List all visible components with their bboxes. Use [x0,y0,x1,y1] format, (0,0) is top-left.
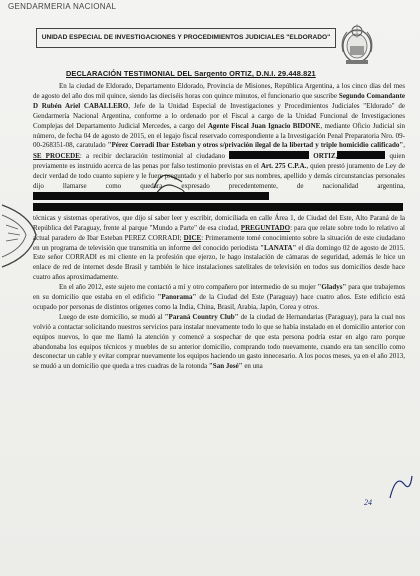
text-segment: "Panorama" [157,293,197,302]
text-segment: : a recibir declaración testimonial al ciudadano [79,152,230,161]
text-segment: DICE [183,233,202,242]
text-segment: Luego de este domicilio, se mudó al [59,312,165,321]
text-segment: "Gladys" [317,283,347,292]
page-number: 24 [364,498,372,507]
paragraph [33,283,405,313]
text-segment: , mediante Oficio Judicial sin número, de fecha 04 de agosto de 2015, en el legajo fiscal reservado correspondiente a la Investigación Penal Preparatoria Nro. 09-00-268351-08, caratulado [33,121,405,150]
text-segment: SE PROCEDE [33,152,80,161]
text-segment: el día domingo 02 de agosto de 2015. Este señor CORRADI es mi cliente en la profesión que ejerzo, le hago instalación de cámaras de seguridad, además le hice un enlace de red de internet desde Brasil y también le hice instalaciones satelitales de televisión en todos sus domicilios desde hace cuatro años aproximadamente. [33,243,405,282]
text-segment: "LANATA" [260,243,297,252]
margin-signature-icon [386,470,416,504]
text-segment: , Jefe de la Unidad Especial de Investigaciones y Procedimientos Judiciales "Eldorado" de Gendarmería Nacional Argentina, conforme a lo ordenado por el Fiscal a cargo de la Unidad Funcional de Investigaciones Complejas del Departamento Judicial Mercedes, a cargo del [33,101,406,130]
text-segment: : para que relate sobre todo lo relativo al actual paradero de Ibar Esteban PEREZ CORRADI; [33,223,405,242]
paragraph [33,82,405,283]
text-segment: "San José" [208,362,243,371]
text-segment: técnicas y sistemas operativos, que dijo sí saber leer y escribir, domiciliada en calle Área 1, de Ciudad del Este, Alto Paraná de la República del Paraguay, frente al parque "Mundo a Parte" de esa ciudad, [33,213,405,232]
redaction-bar [229,151,309,159]
text-segment: Segundo Comandante D Rubén Ariel CABALLERO [33,91,406,110]
text-segment: en una [242,362,263,371]
text-segment: de la ciudad de Hernandarias (Paraguay), para la cual nos volvió a contactar solicitando nuestros servicios para instalar nuevamente todo lo que se había instalado en el domicilio anterior con equipos nuevos, lo que me llamó la atención y comencé a sospechar de que esta persona podría estar en algo raro porque abandonaba los equipos técnicos y muebles de su anterior domicilio, comprando todo nuevamente, cuando era tan sencillo como desconectar un cable y evitar comprar nuevamente los equipos haciendo un gasto innecesario. A los pocos meses, ya en el año 2013, se mudó a un domicilio que queda a tres cuadras de la rotonda [33,312,405,371]
document-title: DECLARACIÓN TESTIMONIAL DEL Sargento ORTIZ, D.N.I. 29.448.821 [66,69,316,78]
text-segment: ORTIZ, [309,152,338,161]
institution-mark: GENDARMERIA NACIONAL [8,2,117,11]
unit-header-box: UNIDAD ESPECIAL DE INVESTIGACIONES Y PROCEDIMIENTOS JUDICIALES "ELDORADO" [36,28,336,48]
text-segment: , [403,141,406,150]
text-segment: quien previamente es instruido acerca de las penas por falso testimonio previstas en el [33,152,406,171]
paragraph [33,313,405,372]
text-segment: Art. 275 C.P.A. [260,162,307,171]
text-segment: , quien prestó juramento de Ley de decir verdad de todo cuanto supiere y le fuere preguntado y el haberlo por sus nombres, apellido y demás circunstancias personales dijo llamarse como quedara expresado precedentemente, de nacionalidad argentina, [33,162,405,191]
text-segment: En el año 2012, este sujeto me contactó a mí y otro compañero por intermedio de su mujer [59,283,318,292]
text-segment: para que trabajemos en su domicilio que estaba en el edificio [33,283,405,302]
text-segment: "Paraná Country Club" [164,312,239,321]
text-segment: : Primeramente tomé conocimiento sobre la situación de este ciudadano en un programa de televisión que transmitía un informe del conocido periodista [33,233,405,252]
text-segment: Agente Fiscal Juan Ignacio BIDONE [207,121,321,130]
text-segment: de la Ciudad del Este (Paraguay) hace cuatro años. Este edificio está ocupado por personas de distintos orígenes como la India, China, Brasil, Arabia, Japón, Corea y otros. [33,293,405,311]
coat-of-arms-icon [338,22,376,66]
text-segment: "Pérez Corradi Ibar Esteban y otros s/privación ilegal de la libertad y triple homicidio calificado" [107,141,404,150]
text-segment: PREGUNTADO [240,223,291,232]
redaction-bar [337,151,385,159]
declaration-body [33,82,405,372]
redaction-bar [33,203,403,211]
text-segment: En la ciudad de Eldorado, Departamento Eldorado, Provincia de Misiones, República Argentina, a los cinco días del mes de agosto del año dos mil quince, siendo las dieciséis horas con quince minutos, el funcionario que suscribe [33,82,405,100]
redaction-bar [33,192,269,200]
